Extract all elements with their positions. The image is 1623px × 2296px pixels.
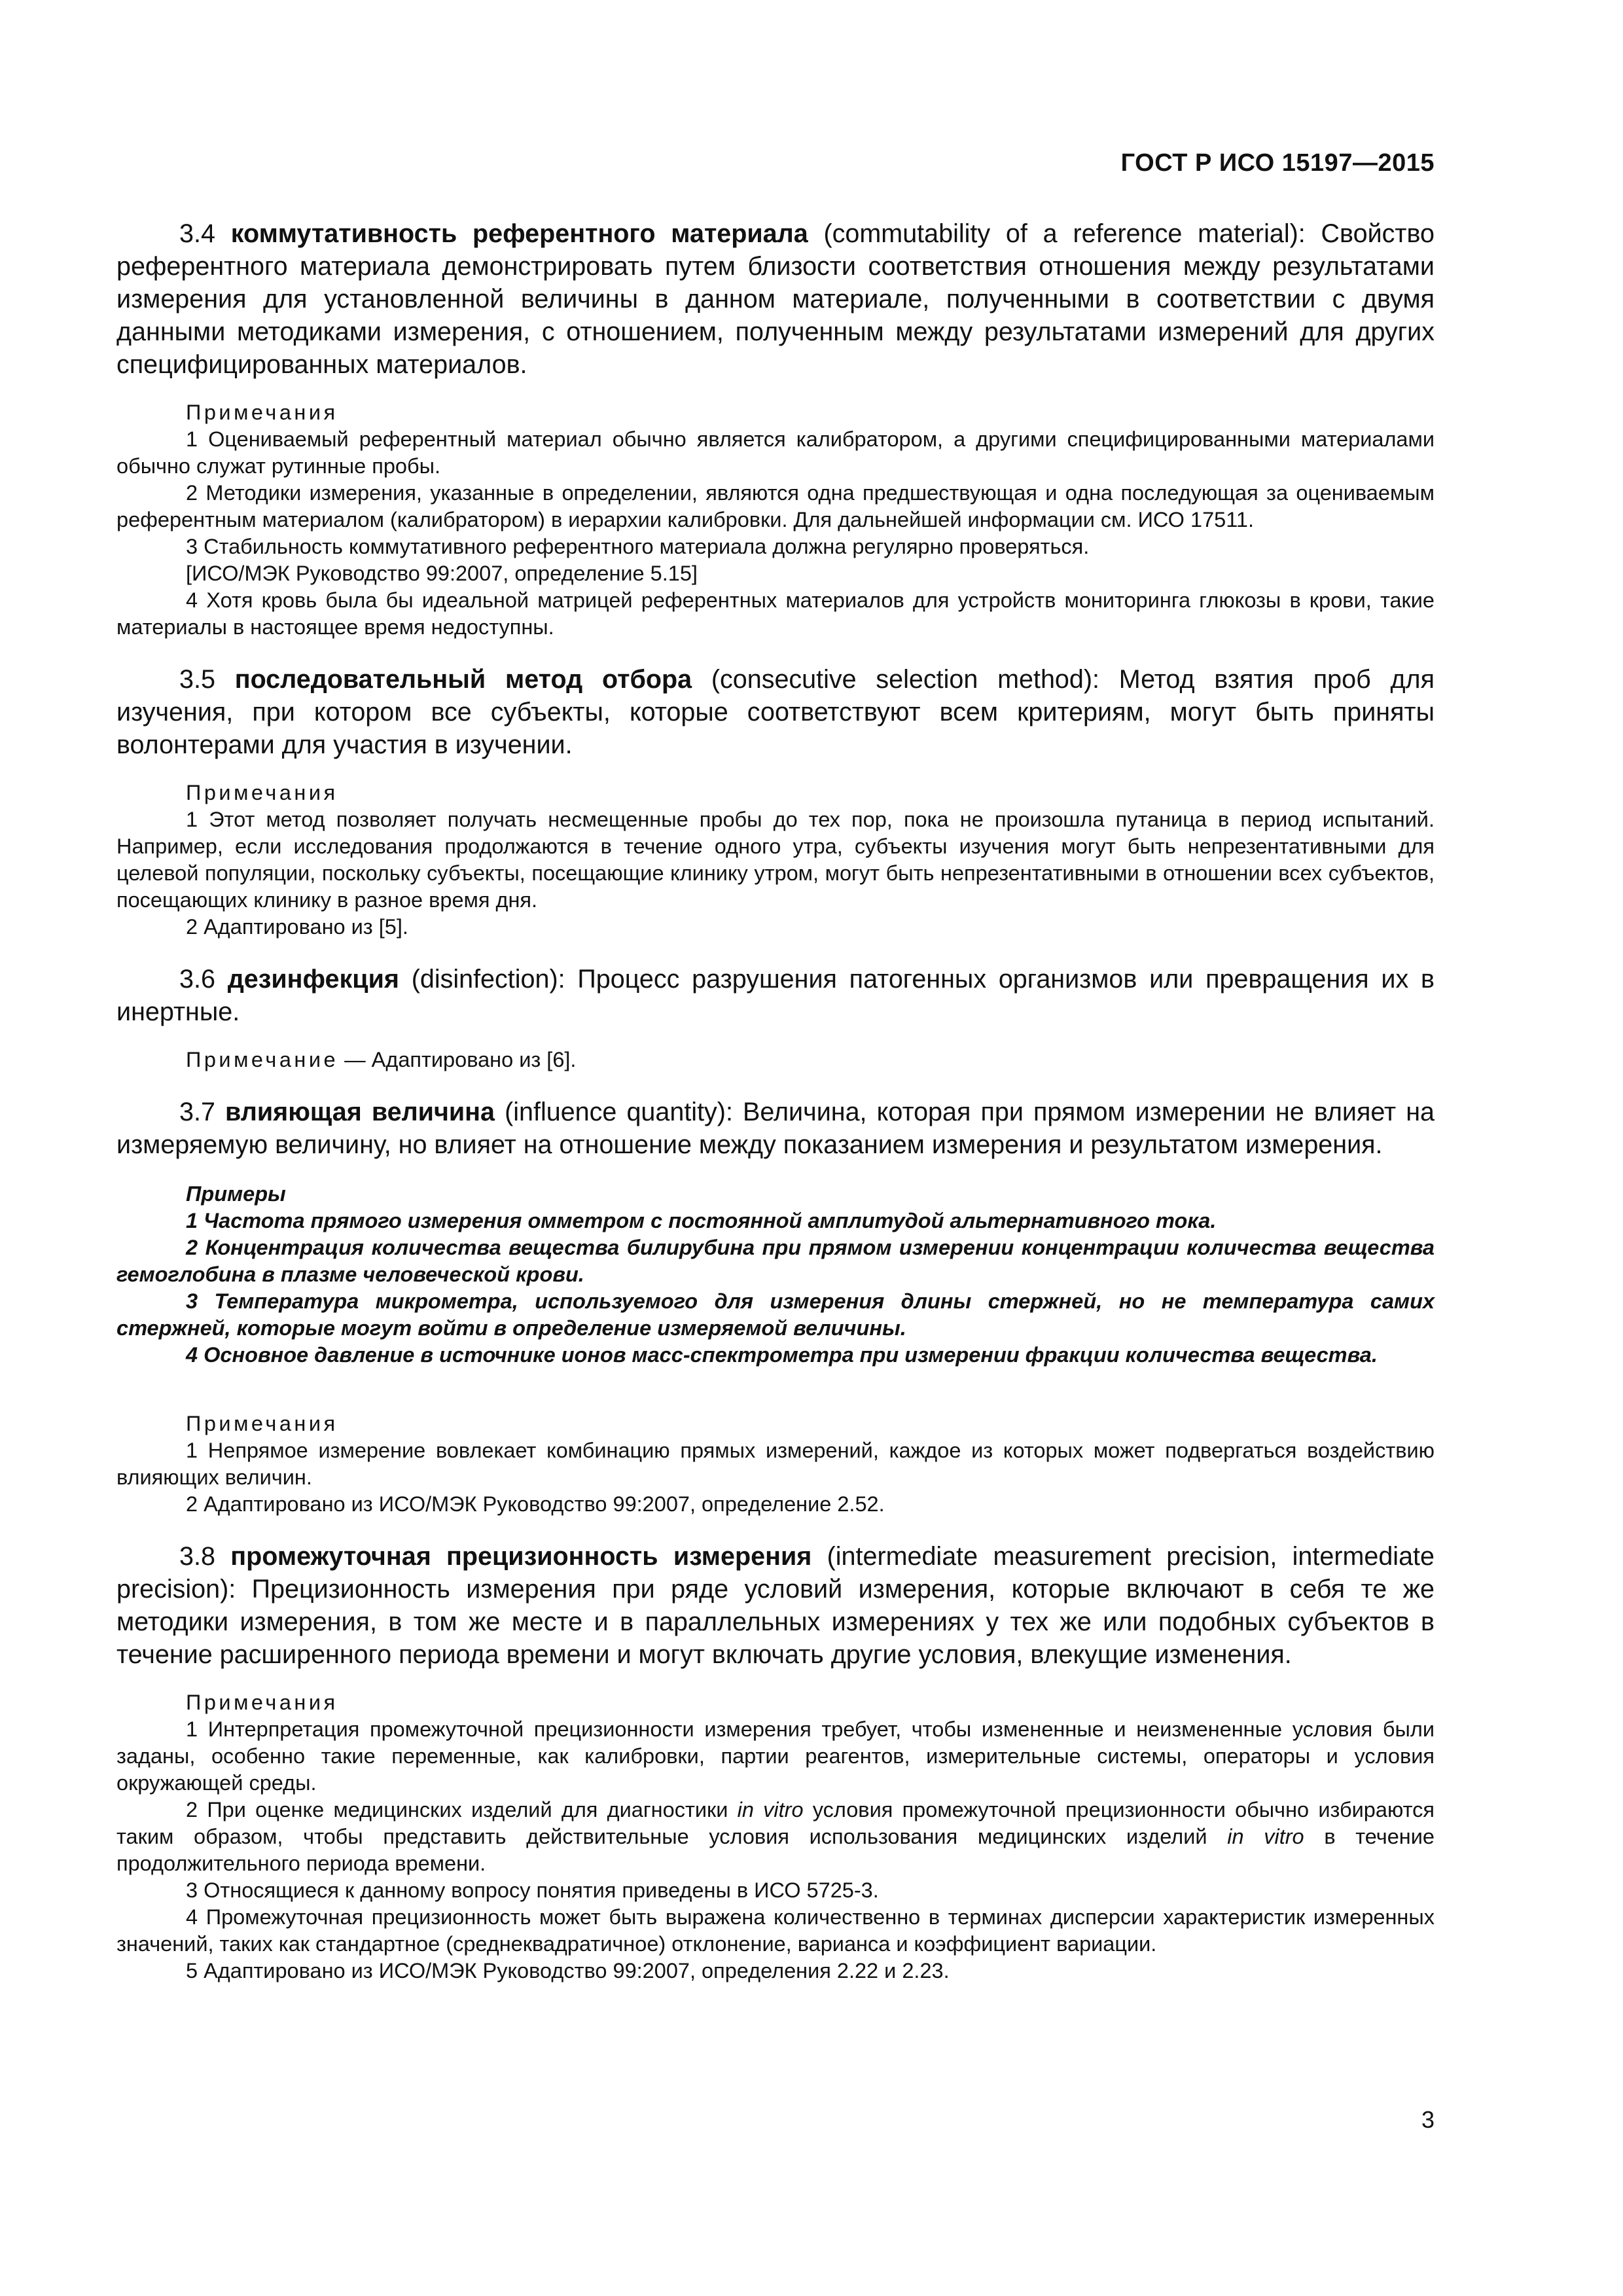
term-title: коммутативность референтного материала: [230, 219, 808, 248]
term-definition: (disinfection): Процесс разрушения патогенных организмов или превращения их в инертные.: [116, 965, 1435, 1026]
term-definition: (consecutive selection method): Метод взятия проб для изучения, при котором все субъекты, которые соответствуют всем критериям, могут быть приняты волонтерами для участия в изучении.: [116, 665, 1435, 759]
note-item: 1 Оцениваемый референтный материал обычно является калибратором, а другими специфицированными материалами обычно служат рутинные пробы.: [116, 427, 1435, 478]
page-number: 3: [1421, 2106, 1435, 2133]
term-definition: (commutability of a reference material): Свойство референтного материала демонстрировать путем близости соответствия отношения между результатами измерения для установленной величины в данном материале, полученными в соответствии с двумя данными методиками измерения, с отношением, полученным между результатами измерений для других специфицированных материалов.: [116, 219, 1435, 379]
term-number: 3.8: [179, 1542, 215, 1571]
note-item: 1 Непрямое измерение вовлекает комбинацию прямых измерений, каждое из которых может подвергаться воздействию влияющих величин.: [116, 1439, 1435, 1489]
notes-heading: Примечания: [186, 781, 338, 804]
note-item: 3 Стабильность коммутативного референтного материала должна регулярно проверяться.: [186, 535, 1090, 558]
term-number: 3.7: [179, 1098, 215, 1126]
note-italic: in vitro: [1227, 1825, 1304, 1848]
note-item: 1 Интерпретация промежуточной прецизионности измерения требует, чтобы измененные и неизмененные условия были заданы, особенно такие переменные, как калибровки, партии реагентов, измерительные системы, операторы и условия окружающей среды.: [116, 1717, 1435, 1795]
note-text: условия промежуточной прецизионности обычно избираются таким образом, чтобы представить действительные условия использования медицинских изделий: [116, 1798, 1435, 1848]
definition-3-6: [116, 963, 1435, 1028]
single-note: [116, 1047, 1435, 1073]
term-title: влияющая величина: [225, 1098, 495, 1126]
term-definition: (intermediate measurement precision, intermediate precision): Прецизионность измерения при ряде условий измерения, которые включают в себя те же методики измерения, в том же месте и в параллельных измерениях у тех же или подобных субъектов в течение расширенного периода времени и могут включать другие условия, влекущие изменения.: [116, 1542, 1435, 1669]
note-item: 4 Хотя кровь была бы идеальной матрицей референтных материалов для устройств мониторинга глюкозы в крови, такие материалы в настоящее время недоступны.: [116, 588, 1435, 639]
term-number: 3.5: [179, 665, 215, 694]
note-item: 2 Адаптировано из ИСО/МЭК Руководство 99:2007, определение 2.52.: [186, 1492, 885, 1516]
term-definition: (influence quantity): Величина, которая при прямом измерении не влияет на измеряемую величину, но влияет на отношение между показанием измерения и результатом измерения.: [116, 1098, 1435, 1159]
note-item: 4 Промежуточная прецизионность может быть выражена количественно в терминах дисперсии характеристик измеренных значений, таких как стандартное (среднеквадратичное) отклонение, варианса и коэффициент вариации.: [116, 1905, 1435, 1956]
note-item: 2 Адаптировано из [5].: [186, 915, 408, 939]
notes-heading: Примечания: [186, 1691, 338, 1714]
note-italic: in vitro: [737, 1798, 804, 1821]
note-item: 1 Этот метод позволяет получать несмещенные пробы до тех пор, пока не произошла путаница в период испытаний. Например, если исследования продолжаются в течение одного утра, субъекты изучения могут быть непрезентативными для целевой популяции, поскольку субъекты, посещающие клинику утром, могут быть непрезентативными в отношении всех субъектов, посещающих клинику в разное время дня.: [116, 808, 1435, 912]
definition-3-5: [116, 663, 1435, 761]
example-item: 1 Частота прямого измерения омметром с постоянной амплитудой альтернативного тока.: [186, 1209, 1217, 1232]
note-item: 2 Методики измерения, указанные в определении, являются одна предшествующая и одна последующая за оцениваемым референтным материалом (калибратором) в иерархии калибровки. Для дальнейшей информации см. ИСО 17511.: [116, 481, 1435, 531]
term-title: последовательный метод отбора: [234, 665, 692, 694]
definition-3-4: [116, 217, 1435, 381]
definition-3-7: [116, 1096, 1435, 1161]
document-body: [116, 217, 1435, 1984]
note-reference: [ИСО/МЭК Руководство 99:2007, определение 5.15]: [186, 562, 698, 585]
examples-heading: Примеры: [186, 1182, 286, 1206]
example-item: 2 Концентрация количества вещества билирубина при прямом измерении концентрации количества вещества гемоглобина в плазме человеческой крови.: [116, 1236, 1435, 1286]
notes-heading: Примечания: [186, 401, 338, 424]
note-text: в течение продолжительного периода времени.: [116, 1825, 1435, 1875]
document-header: ГОСТ Р ИСО 15197—2015: [1120, 149, 1435, 177]
note-text: 2 При оценке медицинских изделий для диагностики: [186, 1798, 738, 1821]
notes-heading: Примечания: [186, 1412, 338, 1435]
term-title: дезинфекция: [227, 965, 399, 994]
term-number: 3.4: [179, 219, 215, 248]
example-item: 4 Основное давление в источнике ионов масс-спектрометра при измерении фракции количества вещества.: [186, 1343, 1378, 1367]
example-item: 3 Температура микрометра, используемого для измерения длины стержней, но не температура самих стержней, которые могут войти в определение измеряемой величины.: [116, 1289, 1435, 1340]
term-number: 3.6: [179, 965, 215, 994]
note-text: — Адаптировано из [6].: [338, 1048, 577, 1071]
note-item: 5 Адаптировано из ИСО/МЭК Руководство 99:2007, определения 2.22 и 2.23.: [186, 1959, 950, 1982]
term-title: промежуточная прецизионность измерения: [230, 1542, 812, 1571]
note-label: Примечание: [186, 1048, 339, 1071]
note-item: 3 Относящиеся к данному вопросу понятия приведены в ИСО 5725-3.: [186, 1878, 879, 1902]
note-item: [116, 1797, 1435, 1877]
definition-3-8: [116, 1540, 1435, 1671]
